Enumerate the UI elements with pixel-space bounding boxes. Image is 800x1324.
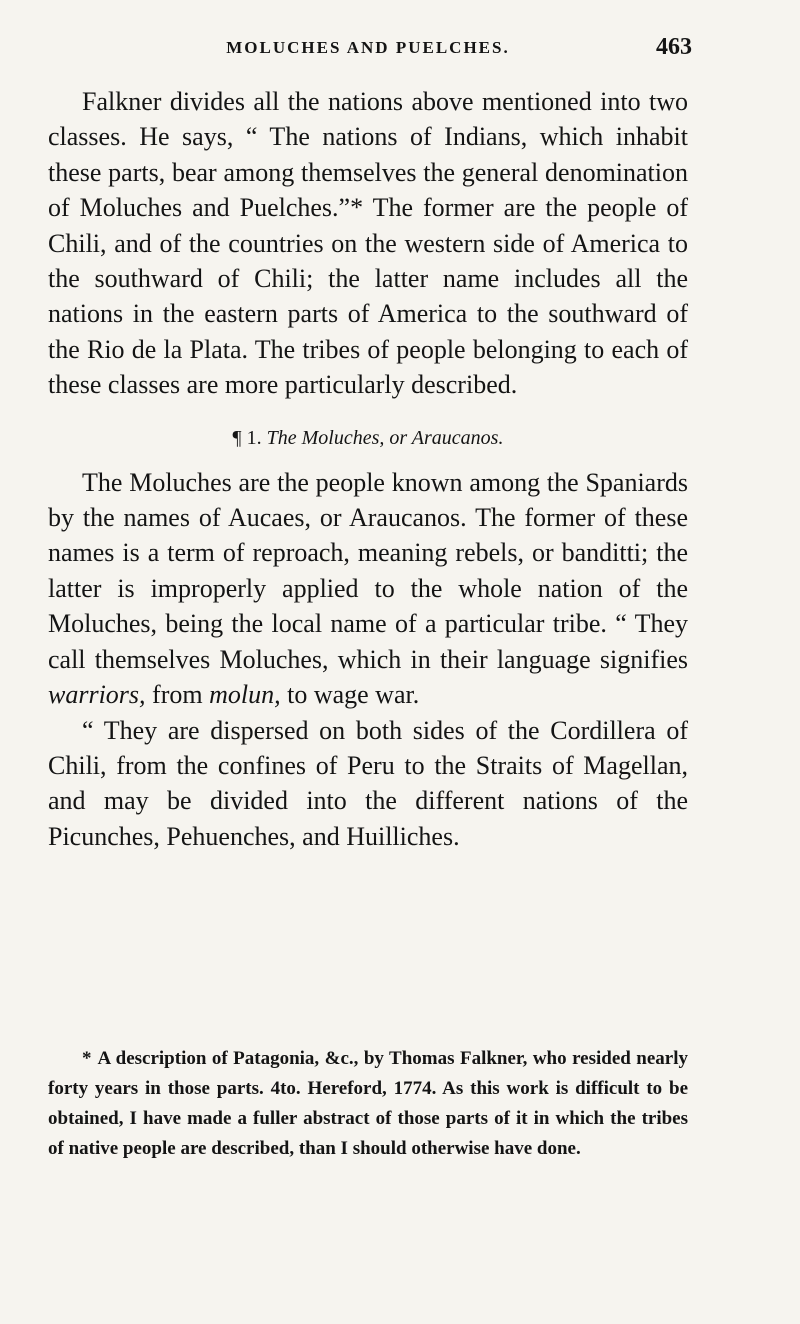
paragraph-moluches-end: to wage war.: [287, 680, 420, 710]
section-heading: [48, 425, 688, 451]
section-number: ¶ 1.: [232, 426, 262, 449]
paragraph-moluches-text: The Moluches are the people known among the Spaniards by the names of Aucaes, or Araucanos. The former of these names is a term of reproach, meaning rebels, or banditti; the latter is improperly applied to the whole nation of the Moluches, being the local name of a particular tribe. “ They call themselves Moluches, which in their language signifies: [48, 467, 688, 674]
page-header: [48, 34, 692, 64]
running-head: MOLUCHES AND PUELCHES.: [226, 38, 510, 57]
paragraph-moluches: [48, 465, 688, 713]
paragraph-dispersed: “ They are dispersed on both sides of the Cordillera of Chili, from the confines of Peru to the Straits of Magellan, and may be divided into the different nations of the Picunches, Pehuenches, and Huilliches.: [48, 715, 688, 851]
paragraph-falkner-classes: Falkner divides all the nations above mentioned into two classes. He says, “ The nations of Indians, which inhabit these parts, bear among themselves the general denomination of Moluches and Puelches.”* The former are the people of Chili, and of the countries on the western side of America to the southward of Chili; the latter name includes all the nations in the eastern parts of America to the southward of the Rio de la Plata. The tribes of people belonging to each of these classes are more particularly described.: [48, 87, 688, 400]
word-from: from: [152, 680, 203, 710]
page-number: 463: [656, 34, 692, 60]
body-text: [48, 84, 688, 854]
word-warriors: warriors,: [48, 680, 146, 710]
footnote-text: A description of Patagonia, &c., by Thomas Falkner, who resided nearly forty years in those parts. 4to. Hereford, 1774. As this work is difficult to be obtained, I have made a fuller abstract of those parts of it in which the tribes of native people are described, than I should otherwise have done.: [48, 1048, 688, 1159]
footnote-marker: *: [82, 1048, 92, 1069]
footnotes: [48, 1044, 688, 1164]
section-title: The Moluches, or Araucanos.: [266, 426, 504, 449]
word-molun: molun,: [209, 680, 281, 710]
footnote: [48, 1044, 688, 1164]
